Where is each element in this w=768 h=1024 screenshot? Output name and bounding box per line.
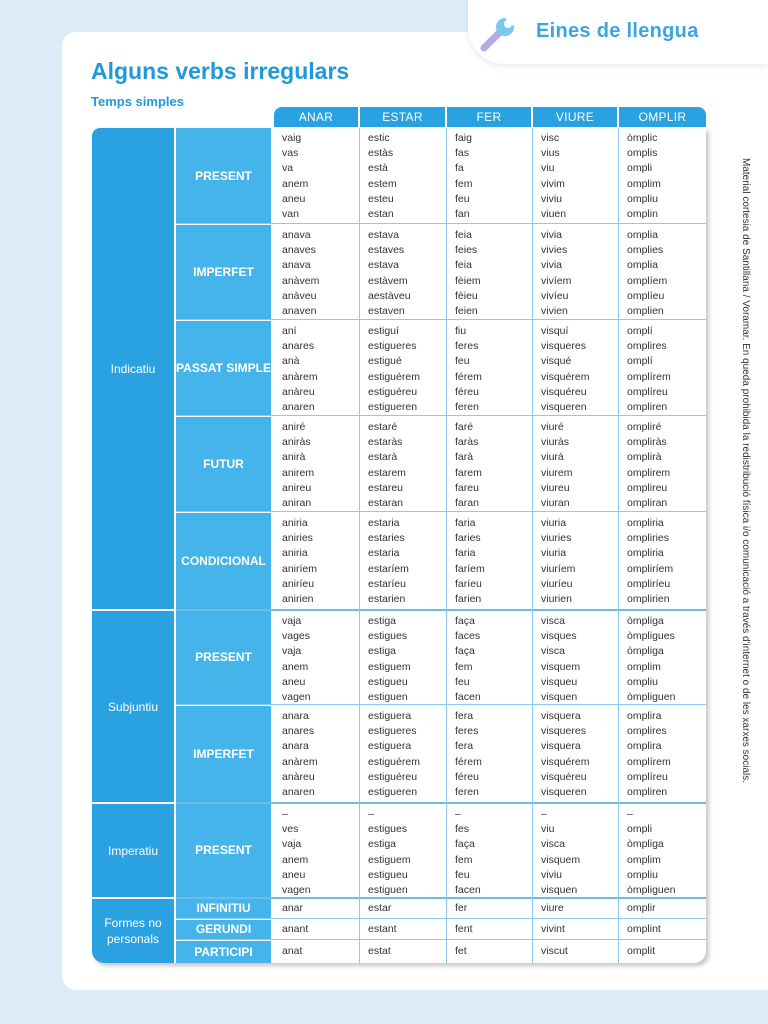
conjugation-cell-fer: faig fas fa fem feu fan [455,132,473,221]
conjugation-cell-viure: – viu visca visquem viviu visquen [541,808,581,897]
conjugation-cell-estar: estant [368,922,397,935]
conjugation-cell-fer: fiu feres feu férem féreu feren [455,325,482,414]
conjugation-cell-estar: estiguí estigueres estigué estiguérem estiguéreu estigueren [368,325,420,414]
column-header-anar: ANAR [274,107,358,127]
conjugation-cell-viure: visquí visqueres visqué visquérem visquéreu visqueren [541,325,590,414]
conjugation-cell-omplir: – ompli òmpliga omplim ompliu òmpliguen [627,808,676,897]
conjugation-cell-fer: fet [455,945,467,958]
tense-label-passat-simple: PASSAT SIMPLE [176,321,271,415]
side-note [740,158,762,870]
tense-label-present: PRESENT [176,128,271,224]
conjugation-cell-fer: feia feies feia fèiem fèieu feien [455,229,481,318]
tense-label-condicional: CONDICIONAL [176,513,271,609]
conjugation-cell-viure: visca visques visca visquem visqueu visquen [541,615,581,704]
row-divider [176,897,706,899]
conjugation-cell-omplir: òmplic omplis ompli omplim ompliu omplin [627,132,661,221]
conjugation-cell-anar: aniria aniries aniria aniríem aniríeu anirien [282,517,318,606]
row-divider [176,223,706,224]
conjugation-cell-viure: viuria viuries viuria viuríem viuríeu viurien [541,517,576,606]
conjugation-cell-anar: vaig vas va anem aneu van [282,132,309,221]
column-header-viure: VIURE [533,107,617,127]
page-subtitle: Temps simples [91,94,184,109]
conjugation-cell-estar: estava estaves estava estàvem aestàveu estaven [368,229,411,318]
conjugation-cell-estar: estiguera estigueres estiguera estiguérem estiguéreu estigueren [368,710,420,799]
conjugation-cell-viure: visquera visqueres visquera visquérem visquéreu visqueren [541,710,590,799]
conjugation-cell-viure: vivint [541,922,565,935]
mood-subjuntiu: Subjuntiu [92,611,174,802]
section-tab-title: Eines de llengua [536,20,699,42]
wrench-icon [478,14,520,56]
column-divider [359,128,360,963]
row-divider [176,939,706,940]
conjugation-cell-anar: anar [282,901,304,914]
conjugation-cell-estar: – estigues estiga estiguem estigueu estiguen [368,808,411,897]
mood-imperatiu: Imperatiu [92,804,174,897]
row-divider [176,802,706,804]
conjugation-cell-fer: faça faces faça fem feu facen [455,615,481,704]
conjugation-cell-viure: viscut [541,945,568,958]
conjugation-cell-estar: estiga estigues estiga estiguem estigueu estiguen [368,615,411,704]
row-divider [176,609,706,611]
conjugation-cell-estar: estat [368,945,391,958]
tense-label-imperfet: IMPERFET [176,706,271,802]
row-divider [176,511,706,512]
conjugation-cell-fer: fer [455,901,468,914]
conjugation-cell-omplir: omplí omplires omplí omplírem omplíreu ompliren [627,325,671,414]
conjugation-cell-anar: anant [282,922,309,935]
column-divider [446,128,447,963]
row-divider [176,704,706,705]
row-divider [176,918,706,919]
conjugation-cell-anar: anara anares anara anàrem anàreu anaren [282,710,318,799]
tense-label-imperfet: IMPERFET [176,225,271,319]
conjugation-cell-estar: estaria estaries estaria estaríem estaríeu estarien [368,517,409,606]
tense-label-participi: PARTICIPI [176,941,271,963]
conjugation-cell-estar: estic estàs està estem esteu estan [368,132,397,221]
conjugation-table [92,107,706,963]
conjugation-cell-omplir: omplia omplies omplia omplíem omplíeu omplien [627,229,668,318]
tense-label-infinitiu: INFINITIU [176,899,271,918]
conjugation-cell-fer: fera feres fera férem féreu feren [455,710,482,799]
tense-label-present: PRESENT [176,804,271,897]
mood-formes-no-personals: Formes no personals [92,899,174,963]
conjugation-cell-omplir: omplir [627,901,656,914]
tense-label-futur: FUTUR [176,417,271,511]
conjugation-cell-viure: viuré viuràs viurà viurem viureu viuran [541,421,573,510]
row-divider [176,415,706,416]
conjugation-cell-fer: – fes faça fem feu facen [455,808,481,897]
conjugation-cell-estar: estaré estaràs estarà estarem estareu estaran [368,421,406,510]
conjugation-cell-viure: viure [541,901,564,914]
row-divider [176,319,706,320]
conjugation-cell-viure: vivia vivies vivia vivíem vivíeu vivien [541,229,572,318]
conjugation-cell-omplir: omplira omplires omplira omplírem omplíreu ompliren [627,710,671,799]
side-note-text: Material cortesia de Santillana / Voramar. En queda prohibida la redistribució física i/o comunicació a través d'internet o de les xarxes socials. [740,158,751,784]
tense-label-present: PRESENT [176,611,271,704]
conjugation-cell-viure: visc vius viu vivim viviu viuen [541,132,567,221]
conjugation-cell-omplir: omplit [627,945,656,958]
conjugation-cell-anar: – ves vaja anem aneu vagen [282,808,311,897]
conjugation-cell-omplir: òmpliga òmpligues òmpliga omplim ompliu òmpliguen [627,615,676,704]
column-header-fer: FER [447,107,531,127]
column-header-estar: ESTAR [360,107,445,127]
conjugation-cell-anar: anat [282,945,303,958]
conjugation-cell-omplir: ompliré ompliràs omplirà omplirem omplireu ompliran [627,421,671,510]
column-divider [618,128,619,963]
conjugation-cell-omplir: omplint [627,922,661,935]
page-title: Alguns verbs irregulars [91,58,350,84]
mood-indicatiu: Indicatiu [92,128,174,609]
column-divider [532,128,533,963]
conjugation-cell-fer: fent [455,922,473,935]
column-header-omplir: OMPLIR [619,107,706,127]
conjugation-cell-anar: aní anares anà anàrem anàreu anaren [282,325,318,414]
conjugation-cell-anar: vaja vages vaja anem aneu vagen [282,615,311,704]
conjugation-cell-fer: faria faries faria faríem faríeu farien [455,517,485,606]
conjugation-cell-estar: estar [368,901,392,914]
tense-label-gerundi: GERUNDI [176,920,271,939]
conjugation-cell-anar: anava anaves anava anàvem anàveu anaven [282,229,320,318]
conjugation-cell-fer: faré faràs farà farem fareu faran [455,421,482,510]
conjugation-cell-anar: aniré aniràs anirà anirem anireu aniran [282,421,315,510]
conjugation-cell-omplir: ompliria ompliries ompliria ompliríem ompliríeu omplirien [627,517,674,606]
